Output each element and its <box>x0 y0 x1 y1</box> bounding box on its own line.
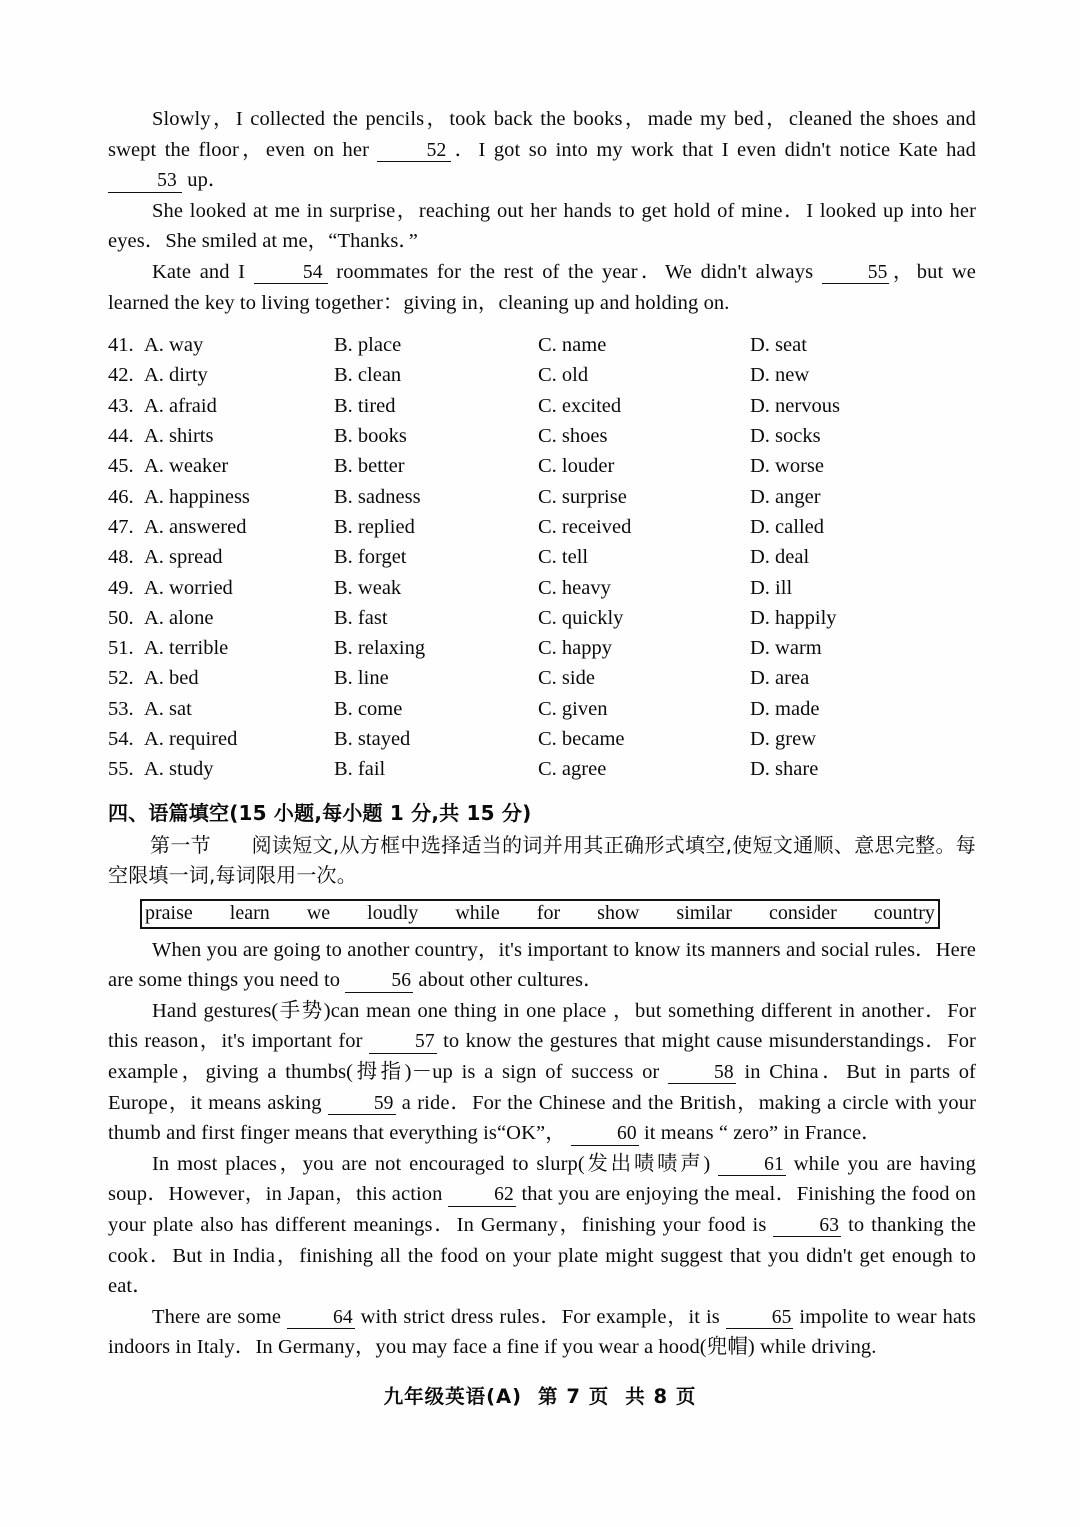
option-c[interactable]: C. received <box>538 515 632 538</box>
option-b[interactable]: B. sadness <box>334 485 421 508</box>
option-b[interactable]: B. stayed <box>334 728 411 751</box>
blank-62[interactable]: 62 <box>448 1185 516 1206</box>
option-d[interactable]: D. new <box>750 364 810 387</box>
option-row <box>108 542 976 572</box>
option-c[interactable]: C. side <box>538 667 595 690</box>
option-d[interactable]: D. called <box>750 515 824 538</box>
word-bank-item[interactable]: show <box>597 902 640 925</box>
question-number: 51. <box>108 637 134 660</box>
option-d[interactable]: D. warm <box>750 637 822 660</box>
blank-60[interactable]: 60 <box>571 1124 639 1145</box>
cloze-p3-text-b: roommates for the rest of the year．We didn't always <box>336 260 814 283</box>
multiple-choice-options <box>108 330 976 784</box>
option-a[interactable]: A. study <box>144 758 214 781</box>
question-number: 52. <box>108 667 134 690</box>
option-a[interactable]: A. sat <box>144 697 192 720</box>
blank-53[interactable]: 53 <box>108 171 182 192</box>
cloze-paragraph-3 <box>108 257 976 318</box>
option-d[interactable]: D. nervous <box>750 394 840 417</box>
gapfill-p2-text-a: Hand gestures(手势)can mean one thing in one place ，but something different in another．For this reason，it's important for <box>108 999 976 1053</box>
gapfill-p2-text-b: to know the gestures that might cause misunderstandings．For example，giving a thumbs(拇指)－up is a sign of success or <box>108 1030 976 1083</box>
option-b[interactable]: B. replied <box>334 515 415 538</box>
question-number: 50. <box>108 606 134 629</box>
gapfill-paragraph-4 <box>108 1302 976 1363</box>
gapfill-p4-text-c: impolite to wear hats indoors in Italy．In Germany，you may face a fine if you wear a hood(兜帽) while driving. <box>108 1305 976 1359</box>
cloze-paragraph-2: She looked at me in surprise，reaching out her hands to get hold of mine．I looked up into her eyes．She smiled at me，“Thanks．” <box>108 199 976 253</box>
word-bank <box>140 899 940 929</box>
footer-page-total: 共 8 页 <box>625 1385 697 1408</box>
gapfill-paragraph-2 <box>108 996 976 1149</box>
question-number: 41. <box>108 334 134 357</box>
option-row <box>108 603 976 633</box>
option-c[interactable]: C. shoes <box>538 425 608 448</box>
option-a[interactable]: A. shirts <box>144 425 214 448</box>
option-c[interactable]: C. excited <box>538 394 622 417</box>
page-content <box>108 104 976 1363</box>
question-number: 55. <box>108 758 134 781</box>
option-c[interactable]: C. happy <box>538 637 613 660</box>
gapfill-p3-text-a: In most places，you are not encouraged to slurp(发出啧啧声) <box>152 1152 711 1175</box>
option-c[interactable]: C. name <box>538 334 607 357</box>
question-number: 53. <box>108 697 134 720</box>
cloze-p1-text-b: ．I got so into my work that I even didn't notice Kate had <box>451 138 976 161</box>
word-bank-item[interactable]: for <box>536 902 561 925</box>
gapfill-passage <box>108 935 976 1363</box>
option-a[interactable]: A. bed <box>144 667 199 690</box>
option-row <box>108 754 976 784</box>
option-row <box>108 391 976 421</box>
option-b[interactable]: B. come <box>334 697 403 720</box>
option-b[interactable]: B. tired <box>334 394 396 417</box>
gapfill-p1-text-b: about other cultures． <box>418 969 604 992</box>
option-a[interactable]: A. required <box>144 728 238 751</box>
option-d[interactable]: D. area <box>750 667 810 690</box>
option-row <box>108 512 976 542</box>
option-c[interactable]: C. agree <box>538 758 607 781</box>
word-bank-item[interactable]: praise <box>145 902 193 925</box>
option-a[interactable]: A. terrible <box>144 637 229 660</box>
option-d[interactable]: D. socks <box>750 425 821 448</box>
gapfill-paragraph-1 <box>108 935 976 996</box>
option-row <box>108 451 976 481</box>
option-b[interactable]: B. clean <box>334 364 402 387</box>
footer-subject: 九年级英语(A) <box>383 1385 523 1408</box>
option-row <box>108 724 976 754</box>
word-bank-item[interactable]: consider <box>769 902 837 925</box>
word-bank-item[interactable]: similar <box>676 902 732 925</box>
footer-page-current: 第 7 页 <box>538 1385 610 1408</box>
question-number: 48. <box>108 546 134 569</box>
blank-63[interactable]: 63 <box>773 1216 841 1237</box>
cloze-passage-end <box>108 104 976 318</box>
option-a[interactable]: A. worried <box>144 576 233 599</box>
blank-64[interactable]: 64 <box>287 1308 355 1329</box>
option-c[interactable]: C. tell <box>538 546 589 569</box>
option-row <box>108 573 976 603</box>
question-number: 44. <box>108 425 134 448</box>
option-a[interactable]: A. alone <box>144 606 214 629</box>
option-b[interactable]: B. weak <box>334 576 402 599</box>
blank-56[interactable]: 56 <box>345 971 413 992</box>
option-row <box>108 421 976 451</box>
option-a[interactable]: A. dirty <box>144 364 208 387</box>
option-b[interactable]: B. line <box>334 667 389 690</box>
option-d[interactable]: D. ill <box>750 576 793 599</box>
question-number: 54. <box>108 728 134 751</box>
word-bank-item[interactable]: learn <box>229 902 270 925</box>
question-number: 46. <box>108 485 134 508</box>
question-number: 43. <box>108 394 134 417</box>
word-bank-item[interactable]: loudly <box>367 902 419 925</box>
option-a[interactable]: A. afraid <box>144 394 217 417</box>
option-a[interactable]: A. happiness <box>144 485 250 508</box>
option-c[interactable]: C. given <box>538 697 608 720</box>
option-a[interactable]: A. spread <box>144 546 223 569</box>
option-a[interactable]: A. answered <box>144 515 247 538</box>
blank-65[interactable]: 65 <box>726 1308 794 1329</box>
gapfill-p3-text-d: to thanking the cook．But in India，finishing all the food on your plate might suggest that you didn't get enough to eat． <box>108 1213 977 1298</box>
blank-57[interactable]: 57 <box>369 1032 437 1053</box>
gapfill-p4-text-a: There are some <box>152 1305 282 1328</box>
section-four-heading: 四、语篇填空(15 小题,每小题 1 分,共 15 分) <box>108 800 532 825</box>
blank-55[interactable]: 55 <box>822 263 890 284</box>
page-footer <box>0 1381 1080 1409</box>
word-bank-item[interactable]: while <box>455 902 500 925</box>
gapfill-p2-text-c: in China．But in parts of Europe，it means asking <box>108 1060 976 1114</box>
option-d[interactable]: D. anger <box>750 485 821 508</box>
option-d[interactable]: D. worse <box>750 455 825 478</box>
option-row <box>108 694 976 724</box>
option-b[interactable]: B. relaxing <box>334 637 426 660</box>
option-c[interactable]: C. heavy <box>538 576 611 599</box>
option-b[interactable]: B. forget <box>334 546 407 569</box>
option-row <box>108 360 976 390</box>
cloze-paragraph-1 <box>108 104 976 196</box>
option-b[interactable]: B. fail <box>334 758 386 781</box>
cloze-p1-text-a: Slowly，I collected the pencils，took back the books，made my bed，cleaned the shoes and swept the floor，even on her <box>108 108 976 161</box>
cloze-p3-text-c: ，but we learned the key to living together：giving in，cleaning up and holding on. <box>108 260 976 314</box>
question-number: 47. <box>108 515 134 538</box>
gapfill-paragraph-3 <box>108 1149 976 1302</box>
gapfill-p1-text-a: When you are going to another country，it's important to know its manners and social rules．Here are some things you need to <box>108 938 976 992</box>
option-a[interactable]: A. way <box>144 334 204 357</box>
gapfill-p2-text-e: it means “ zero” in France． <box>643 1122 882 1145</box>
section-four-instruction: 第一节 阅读短文,从方框中选择适当的词并用其正确形式填空,使短文通顺、意思完整。每空限填一词,每词限用一次。 <box>108 832 976 887</box>
option-d[interactable]: D. deal <box>750 546 810 569</box>
gapfill-p2-text-d: a ride．For the Chinese and the British，making a circle with your thumb and first finger means that everything is“OK”， <box>108 1091 976 1145</box>
option-row <box>108 633 976 663</box>
option-d[interactable]: D. grew <box>750 728 817 751</box>
option-c[interactable]: C. louder <box>538 455 615 478</box>
option-row <box>108 330 976 360</box>
option-a[interactable]: A. weaker <box>144 455 229 478</box>
cloze-p1-text-c: up． <box>187 169 229 192</box>
option-c[interactable]: C. became <box>538 728 625 751</box>
option-d[interactable]: D. made <box>750 697 820 720</box>
gapfill-p4-text-b: with strict dress rules．For example，it is <box>360 1305 720 1328</box>
option-d[interactable]: D. share <box>750 758 819 781</box>
gapfill-p3-text-c: that you are enjoying the meal．Finishing the food on your plate also has different meanings．In Germany，finishing your food is <box>108 1183 976 1236</box>
cloze-p3-text-a: Kate and I <box>152 260 246 283</box>
option-d[interactable]: D. happily <box>750 606 837 629</box>
option-row <box>108 663 976 693</box>
option-c[interactable]: C. quickly <box>538 606 624 629</box>
question-number: 42. <box>108 364 134 387</box>
option-b[interactable]: B. books <box>334 425 407 448</box>
blank-52[interactable]: 52 <box>377 141 451 162</box>
question-number: 49. <box>108 576 134 599</box>
option-c[interactable]: C. surprise <box>538 485 627 508</box>
blank-59[interactable]: 59 <box>328 1094 396 1115</box>
blank-54[interactable]: 54 <box>254 263 328 284</box>
option-d[interactable]: D. seat <box>750 334 807 357</box>
option-row <box>108 482 976 512</box>
option-c[interactable]: C. old <box>538 364 589 387</box>
question-number: 45. <box>108 455 134 478</box>
option-b[interactable]: B. fast <box>334 606 388 629</box>
word-bank-item[interactable]: country <box>873 902 935 925</box>
blank-61[interactable]: 61 <box>718 1155 786 1176</box>
word-bank-item[interactable]: we <box>306 902 331 925</box>
option-b[interactable]: B. better <box>334 455 405 478</box>
blank-58[interactable]: 58 <box>668 1063 736 1084</box>
gapfill-p3-text-b: while you are having soup．However，in Japan，this action <box>108 1152 976 1206</box>
option-b[interactable]: B. place <box>334 334 402 357</box>
